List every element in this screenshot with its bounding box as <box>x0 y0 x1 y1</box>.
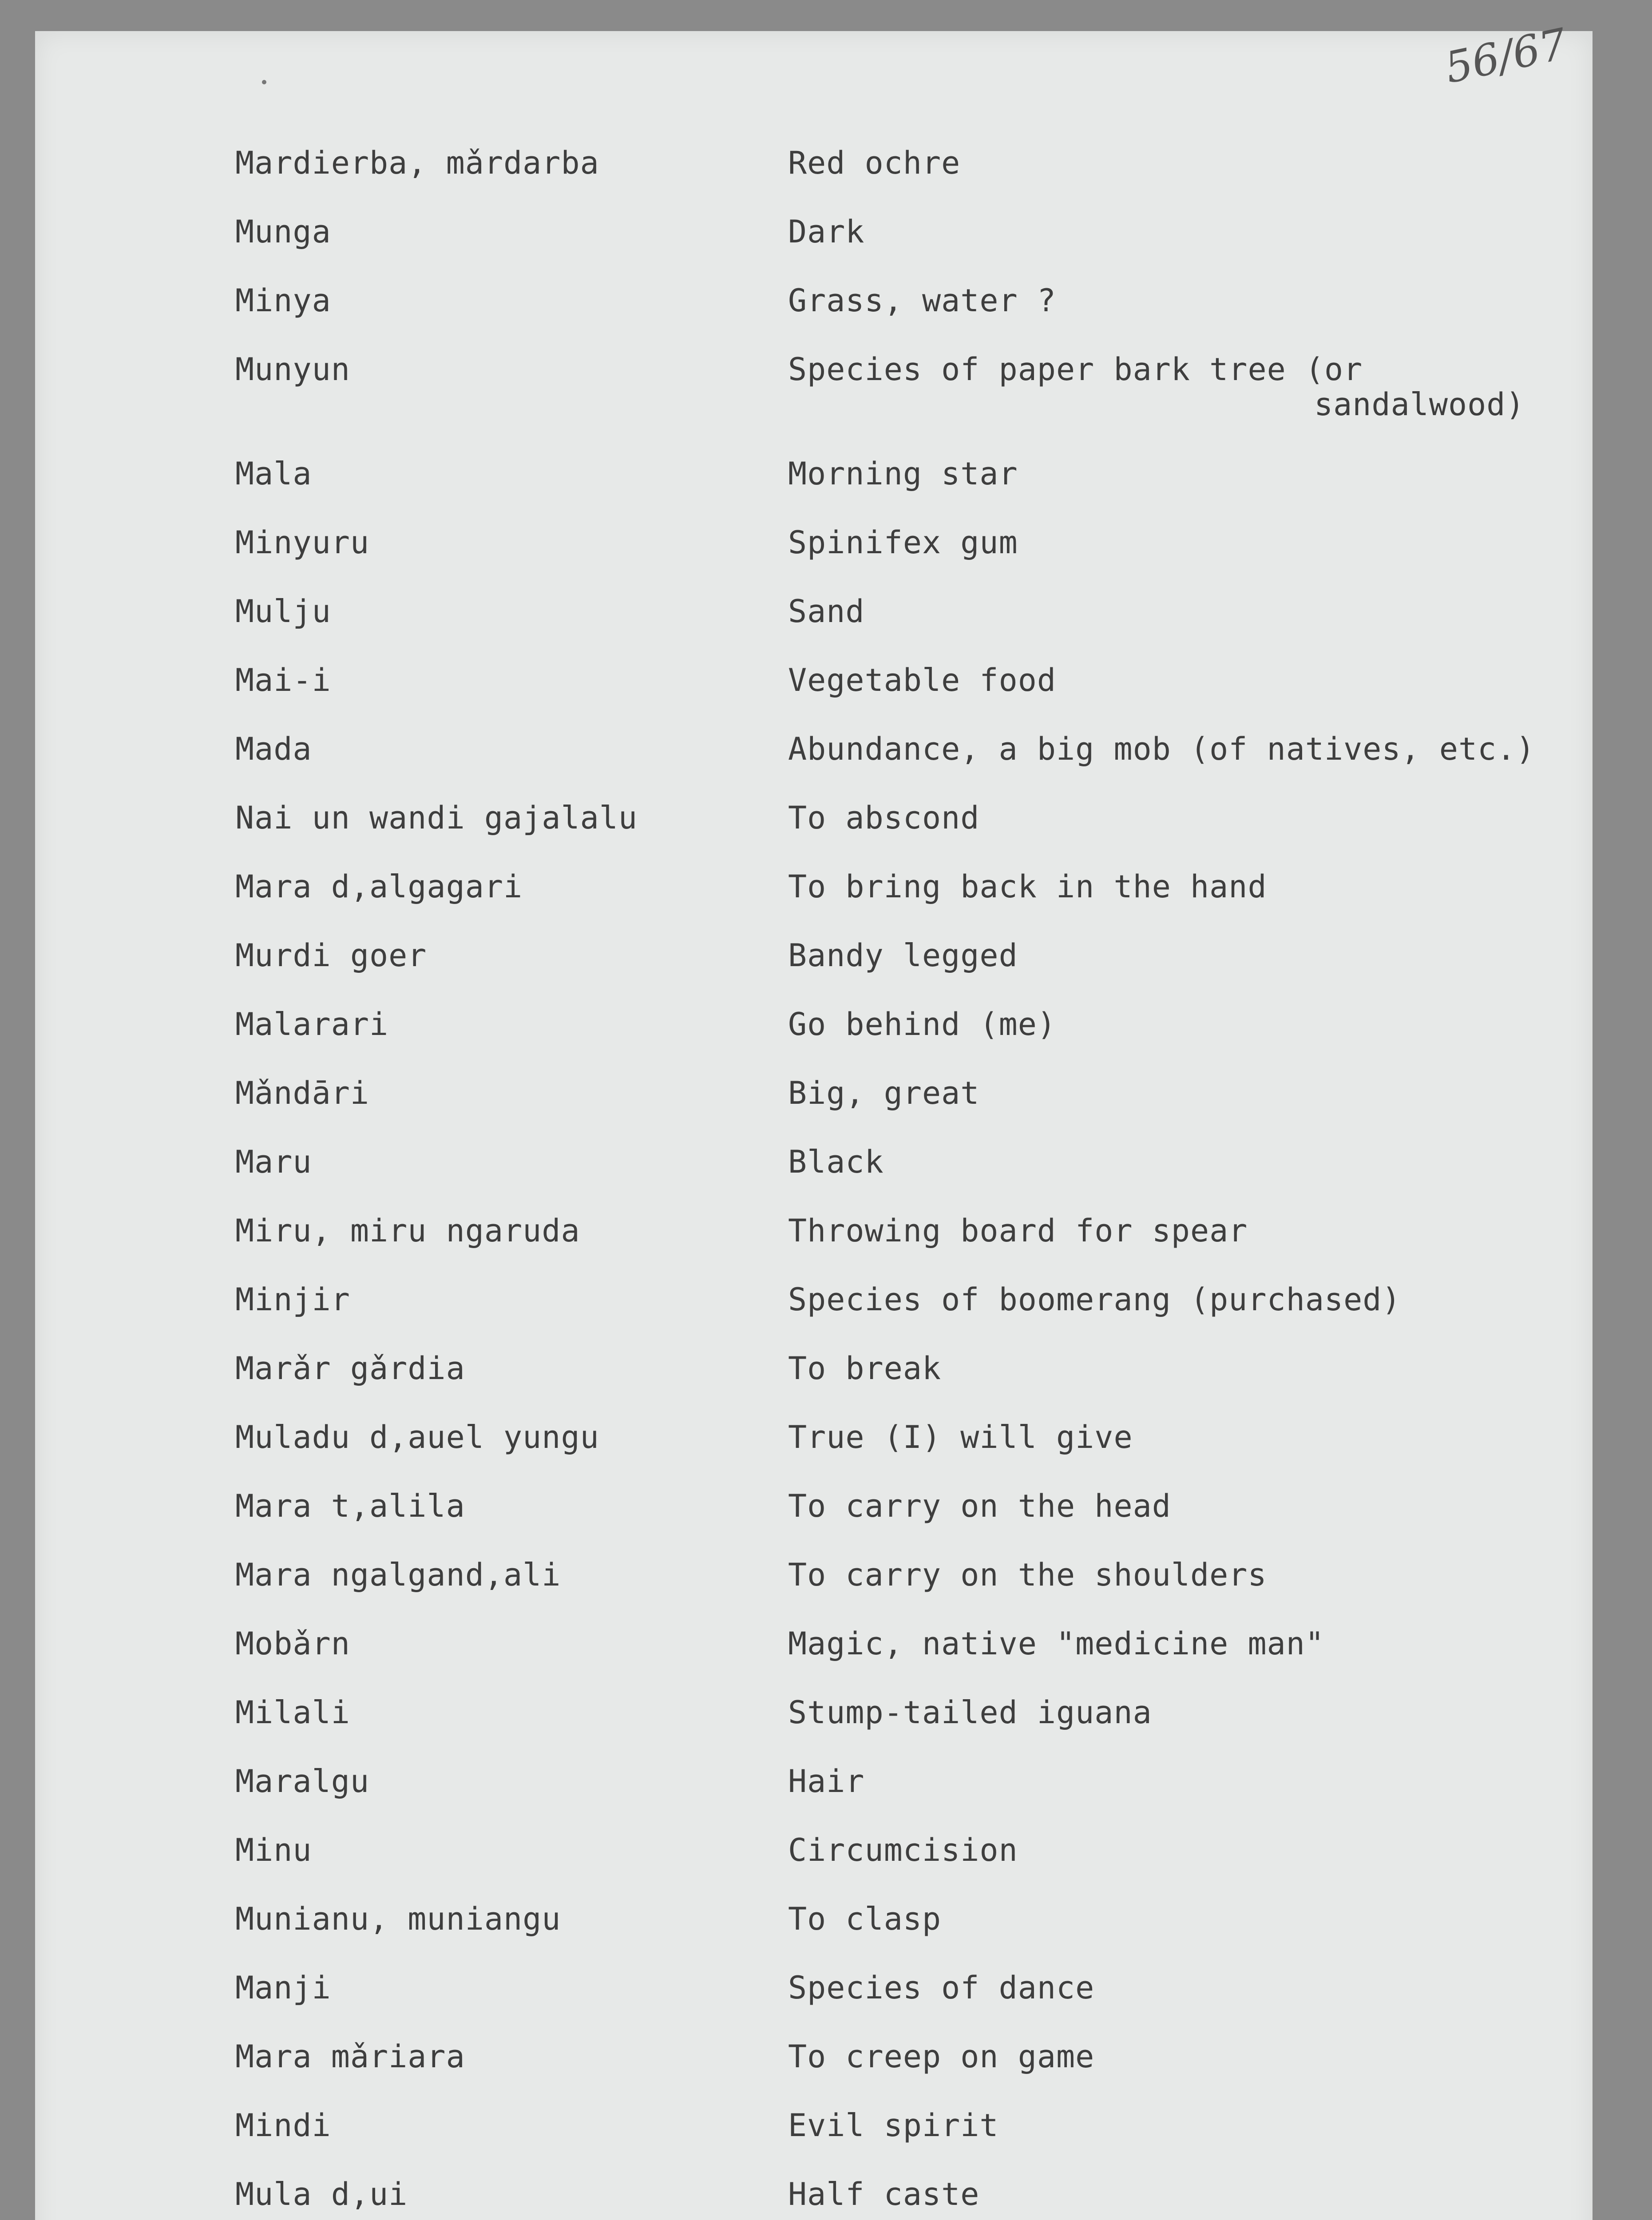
vocabulary-entry <box>0 1265 1652 1319</box>
vocabulary-entry <box>0 921 1652 975</box>
vocabulary-entry <box>0 1610 1652 1663</box>
entry-meaning: Stump-tailed iguana <box>788 1694 1152 1731</box>
entry-meaning: Magic, native "medicine man" <box>788 1625 1325 1662</box>
entry-meaning: Vegetable food <box>788 662 1057 698</box>
entry-term: Mardierba, mǎrdarba <box>235 145 599 181</box>
entry-meaning: To carry on the head <box>788 1488 1171 1524</box>
vocabulary-entry <box>0 440 1652 493</box>
entry-term: Mara d,algagari <box>235 868 523 905</box>
vocabulary-entry <box>0 1816 1652 1869</box>
entry-meaning: Abundance, a big mob (of natives, etc.) <box>788 731 1535 767</box>
entry-meaning: To bring back in the hand <box>788 868 1267 905</box>
entry-meaning: Bandy legged <box>788 937 1018 974</box>
entry-meaning: To carry on the shoulders <box>788 1557 1267 1593</box>
entry-term: Mǎndāri <box>235 1075 370 1111</box>
entry-term: Mara t,alila <box>235 1488 465 1524</box>
entry-meaning: To clasp <box>788 1901 942 1937</box>
vocabulary-entry <box>0 2160 1652 2213</box>
entry-term: Nai un wandi gajalalu <box>235 800 638 836</box>
entry-meaning: Big, great <box>788 1075 980 1111</box>
entry-meaning: Spinifex gum <box>788 524 1018 561</box>
vocabulary-entry <box>0 990 1652 1043</box>
vocabulary-entry <box>0 198 1652 251</box>
entry-term: Munyun <box>235 351 350 388</box>
entry-term: Mulju <box>235 593 331 630</box>
entry-term: Mara ngalgand,ali <box>235 1557 561 1593</box>
entry-meaning: Black <box>788 1144 884 1180</box>
entry-term: Minu <box>235 1832 312 1868</box>
entry-term: Mindi <box>235 2107 331 2144</box>
vocabulary-entry <box>0 508 1652 562</box>
entry-term: Munga <box>235 214 331 250</box>
entry-meaning: Red ochre <box>788 145 961 181</box>
entry-meaning: To abscond <box>788 800 980 836</box>
entry-meaning: Species of dance <box>788 1970 1095 2006</box>
entry-meaning: Half caste <box>788 2176 980 2212</box>
entry-term: Minya <box>235 282 331 319</box>
vocabulary-entry <box>0 1541 1652 1594</box>
vocabulary-entry <box>0 577 1652 630</box>
entry-term: Mara mǎriara <box>235 2038 465 2075</box>
vocabulary-entry <box>0 1403 1652 1456</box>
entry-term: Malarari <box>235 1006 389 1043</box>
vocabulary-entry <box>0 1197 1652 1250</box>
entry-term: Miru, miru ngaruda <box>235 1213 580 1249</box>
entry-meaning: Evil spirit <box>788 2107 999 2144</box>
vocabulary-entry <box>0 1334 1652 1388</box>
entry-meaning: Grass, water ? <box>788 282 1057 319</box>
entry-meaning: Hair <box>788 1763 865 1800</box>
entry-term: Manji <box>235 1970 331 2006</box>
entry-meaning: To break <box>788 1350 942 1387</box>
entry-term: Muladu d,auel yungu <box>235 1419 599 1455</box>
entry-term: Maralgu <box>235 1763 370 1800</box>
vocabulary-entry <box>0 784 1652 837</box>
entry-term: Munianu, muniangu <box>235 1901 561 1937</box>
entry-meaning: Morning star <box>788 456 1018 492</box>
vocabulary-entry <box>0 1678 1652 1732</box>
vocabulary-entry <box>0 715 1652 768</box>
vocabulary-entry <box>0 1885 1652 1938</box>
entry-term: Mobǎrn <box>235 1625 350 1662</box>
entry-meaning: True (I) will give <box>788 1419 1133 1455</box>
entry-term: Mada <box>235 731 312 767</box>
entry-term: Maru <box>235 1144 312 1180</box>
vocabulary-entry <box>0 1472 1652 1525</box>
vocabulary-entry <box>0 335 1652 423</box>
entry-meaning: Dark <box>788 214 865 250</box>
entry-term: Milali <box>235 1694 350 1731</box>
entry-term: Marǎr gǎrdia <box>235 1350 465 1387</box>
vocabulary-entry <box>0 852 1652 906</box>
vocabulary-entry <box>0 1128 1652 1181</box>
vocabulary-entry <box>0 1747 1652 1800</box>
entry-meaning-continuation: sandalwood) <box>1314 386 1525 423</box>
entry-meaning: Species of paper bark tree (or <box>788 351 1363 388</box>
vocabulary-entry <box>0 646 1652 699</box>
entry-term: Mala <box>235 456 312 492</box>
entry-term: Murdi goer <box>235 937 427 974</box>
vocabulary-entry <box>0 266 1652 320</box>
entry-term: Mula d,ui <box>235 2176 408 2212</box>
entry-meaning: Go behind (me) <box>788 1006 1057 1043</box>
entry-meaning: Circumcision <box>788 1832 1018 1868</box>
entry-meaning: Sand <box>788 593 865 630</box>
paper-speck <box>262 80 266 84</box>
vocabulary-entry <box>0 2091 1652 2145</box>
entry-term: Minyuru <box>235 524 370 561</box>
vocabulary-entry <box>0 1059 1652 1112</box>
vocabulary-entry <box>0 2022 1652 2076</box>
vocabulary-entry <box>0 1954 1652 2007</box>
entry-term: Mai-i <box>235 662 331 698</box>
entry-meaning: To creep on game <box>788 2038 1095 2075</box>
page-number: 56/67 <box>1441 19 1571 93</box>
entry-meaning: Throwing board for spear <box>788 1213 1248 1249</box>
entry-term: Minjir <box>235 1281 350 1318</box>
vocabulary-entry <box>0 129 1652 182</box>
entry-meaning: Species of boomerang (purchased) <box>788 1281 1401 1318</box>
